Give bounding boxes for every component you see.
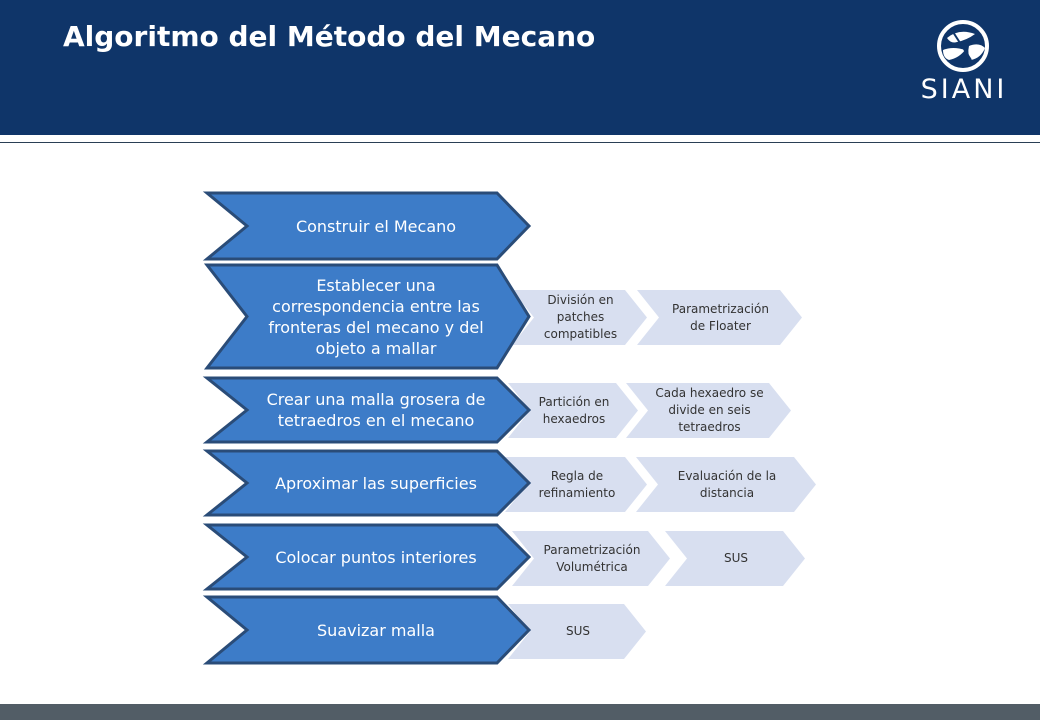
substep-label: División en patches compatibles (543, 293, 618, 341)
substep-label: Cada hexaedro se divide en seis tetraedros (655, 386, 764, 434)
page-title: Algoritmo del Método del Mecano (63, 20, 596, 53)
step-label: Aproximar las superficies (275, 473, 477, 493)
substep-label: Partición en hexaedros (538, 394, 610, 426)
substep-label: Parametrización Volumétrica (543, 542, 641, 574)
step-label: Colocar puntos interiores (275, 547, 477, 567)
footer-bar (0, 704, 1040, 720)
siani-logo-text: SIANI (920, 74, 1008, 105)
substep-label: Regla de refinamiento (538, 468, 616, 500)
step-label: Suavizar malla (317, 620, 435, 640)
step-label: Construir el Mecano (295, 216, 457, 236)
step-label: Crear una malla grosera de tetraedros en el mecano (266, 390, 486, 430)
substep-label: Evaluación de la distancia (677, 468, 777, 500)
step-label: Establecer una correspondencia entre las fronteras del mecano y del objeto a mallar (268, 275, 484, 358)
substep-label: SUS (723, 551, 749, 565)
substep-label: Parametrización de Floater (672, 301, 769, 333)
substep-label: SUS (565, 624, 591, 638)
